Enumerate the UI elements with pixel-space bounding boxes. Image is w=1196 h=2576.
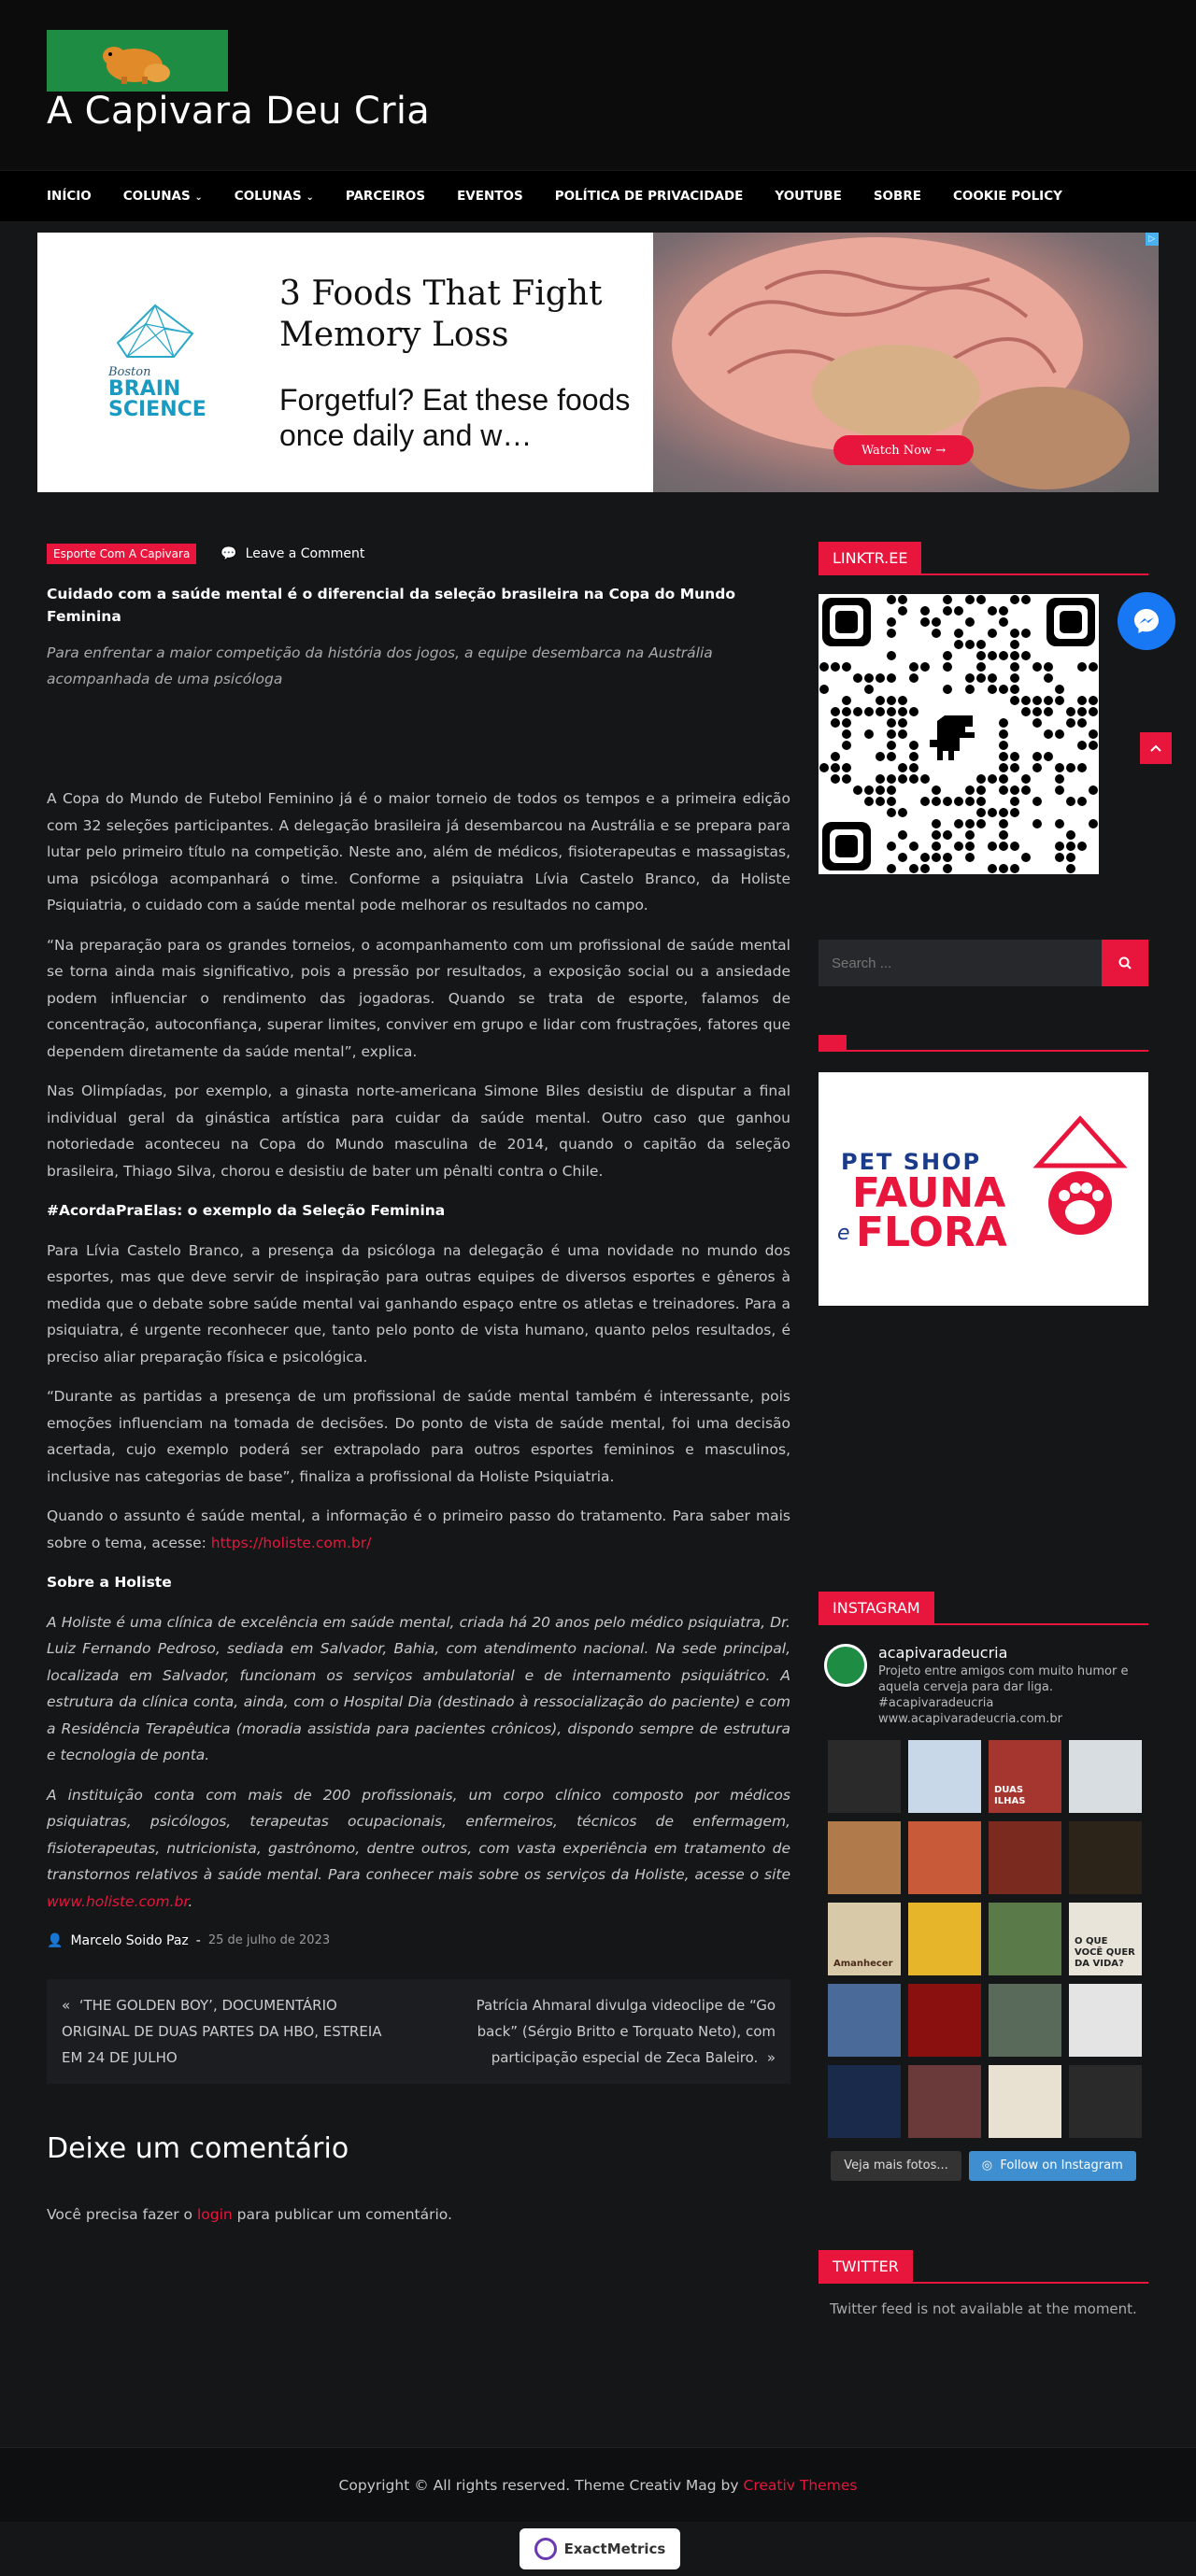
post-title: Cuidado com a saúde mental é o diferencial da seleção brasileira na Copa do Mundo Feminina xyxy=(47,586,735,625)
post-date: 25 de julho de 2023 xyxy=(207,1933,331,1947)
instagram-photo[interactable] xyxy=(908,2065,981,2138)
holiste-site-link[interactable]: www.holiste.com.br xyxy=(47,1892,189,1910)
user-icon: 👤 xyxy=(47,1933,64,1948)
instagram-profile xyxy=(878,1644,1148,1727)
instagram-bio: Projeto entre amigos com muito humor e aquela cerveja para dar liga. #acapivaradeucria www.acapivaradeucria.com.br xyxy=(878,1664,1129,1726)
widget-title-label: INSTAGRAM xyxy=(819,1592,934,1625)
twitter-message: Twitter feed is not available at the moment. xyxy=(830,2300,1137,2317)
meta-separator: - xyxy=(195,1933,201,1948)
site-header xyxy=(0,0,1196,170)
messenger-icon xyxy=(1132,606,1161,636)
paragraph: A Holiste é uma clínica de excelência em saúde mental, criada há 20 anos pelo médico psiquiatra, Dr. Luiz Fernando Pedroso, sediada em Salvador, Bahia, com atendimento nacional. Na sede principal, localizada em Salvador, funcionam os serviços ambulatorial e de internamento psiquiátrico. A estrutura da clínica conta, ainda, com o Hospital Dia (destinado à ressocialização do paciente) e com a Residência Terapêutica (moradia assistida para pacientes crônicos), dispondo sempre de estrutura e tecnologia de ponta. xyxy=(47,1613,790,1763)
paragraph: A Copa do Mundo de Futebol Feminino já é o maior torneio de todos os tempos e a primeira edição com 32 seleções participantes. A delegação brasileira já desembarcou na Austrália e se prepara para lutar pelo primeiro título na competição. Neste ano, além de médicos, fisioterapeutas e massagistas, uma psicóloga acompanhará o time. Conforme a psiquiatra Lívia Castelo Branco, da Holiste Psiquiatria, o cuidado com a saúde mental pode melhorar os resultados no campo. xyxy=(47,790,790,913)
login-post: para publicar um comentário. xyxy=(232,2206,452,2223)
widget-title-label: LINKTR.EE xyxy=(819,542,921,575)
instagram-photo-caption: DUAS ILHAS xyxy=(994,1785,1026,1806)
category-badge[interactable]: Esporte Com A Capivara xyxy=(47,544,196,564)
nav-inicio[interactable]: INÍCIO xyxy=(47,189,92,204)
widget-title-empty xyxy=(819,1035,847,1052)
paragraph: “Na preparação para os grandes torneios, o acompanhamento com um profissional de saúde mental se torna ainda mais significativo, pois a pressão por resultados, a exposição social ou a ansiedade podem influenciar o rendimento das jogadoras. Quando se trata de esporte, falamos de concentração, autoconfiança, superar limites, conviver em grupo e lidar com frustrações, fatores que dependem diretamente da saúde mental”, explica. xyxy=(47,936,790,1060)
instagram-photo[interactable] xyxy=(828,2065,901,2138)
ad-text xyxy=(279,274,644,453)
nav-politica[interactable]: POLÍTICA DE PRIVACIDADE xyxy=(554,189,744,204)
search-icon xyxy=(1118,956,1132,970)
instagram-photo[interactable] xyxy=(908,1984,981,2057)
chevron-right-icon: » xyxy=(766,2048,776,2066)
login-pre: Você precisa fazer o xyxy=(47,2206,197,2223)
comment-link-label: Leave a Comment xyxy=(245,545,365,561)
post-subtitle: Para enfrentar a maior competição da história dos jogos, a equipe desembarca na Austrália acompanhada de uma psicóloga xyxy=(47,644,713,687)
petshop-line1: FAUNA xyxy=(852,1169,1006,1217)
ad-brain-image[interactable] xyxy=(653,233,1159,492)
instagram-more-button[interactable]: Veja mais fotos... xyxy=(831,2151,961,2181)
comment-icon: 💬 xyxy=(221,545,237,561)
instagram-header xyxy=(819,1644,1148,1727)
nav-sobre[interactable]: SOBRE xyxy=(873,189,921,204)
instagram-buttons xyxy=(819,2151,1148,2181)
instagram-photo[interactable] xyxy=(828,1740,901,1813)
instagram-photo[interactable] xyxy=(1069,2065,1142,2138)
ad-watch-button[interactable]: Watch Now → xyxy=(833,435,974,465)
search-form xyxy=(819,940,1148,986)
scroll-top-button[interactable] xyxy=(1140,732,1172,764)
instagram-photo[interactable] xyxy=(989,1821,1061,1894)
petshop-line2: FLORA xyxy=(856,1209,1007,1256)
messenger-button[interactable] xyxy=(1118,592,1175,650)
instagram-photo[interactable] xyxy=(1069,1740,1142,1813)
widget-title-label: TWITTER xyxy=(819,2250,913,2284)
ad-headline[interactable]: 3 Foods That Fight Memory Loss xyxy=(279,275,603,354)
paragraph: Nas Olimpíadas, por exemplo, a ginasta norte-americana Simone Biles desistiu de disputar a final individual geral da ginástica artística para cuidar da saúde mental. Outro caso que ganhou notoriedade aconteceu na Copa do Mundo masculina de 2014, quando o capitão da seleção brasileira, Thiago Silva, chorou e desistiu de bater um pênalti contra o Chile. xyxy=(47,1083,790,1180)
prev-post-label: ‘THE GOLDEN BOY’, DOCUMENTÁRIO ORIGINAL DE DUAS PARTES DA HBO, ESTREIA EM 24 DE JULHO xyxy=(62,1996,382,2066)
comment-link[interactable] xyxy=(221,541,364,568)
petshop-e: e xyxy=(837,1222,850,1245)
instagram-photo[interactable] xyxy=(989,1903,1061,1975)
site-logo[interactable] xyxy=(47,30,228,92)
paragraph-text: Quando o assunto é saúde mental, a informação é o primeiro passo do tratamento. Para saber mais sobre o tema, acesse: xyxy=(47,1507,790,1551)
ad-choices-icon[interactable]: ▷ xyxy=(1146,233,1159,246)
chevron-down-icon: ⌄ xyxy=(194,192,203,203)
copyright-text: Copyright © All rights reserved. Theme Creativ Mag by xyxy=(338,2476,739,2494)
instagram-icon: ◎ xyxy=(981,2158,993,2173)
instagram-photo[interactable] xyxy=(828,1903,901,1975)
paragraph: “Durante as partidas a presença de um profissional de saúde mental também é interessante, pois emoções influenciam na tomada de decisões. Do ponto de vista de saúde mental, foi uma decisão acertada, cujo exemplo poderá ser extrapolado para outros esportes femininos e masculinos, inclusive nas categorias de base”, finaliza a profissional da Holiste Psiquiatria. xyxy=(47,1388,790,1485)
prev-post-link[interactable] xyxy=(62,1992,398,2071)
search-input[interactable] xyxy=(819,940,1102,986)
nav-eventos[interactable]: EVENTOS xyxy=(457,189,523,204)
instagram-grid xyxy=(828,1740,1148,2138)
paragraph-text: A instituição conta com mais de 200 profissionais, um corpo clínico composto por médicos psiquiatras, psicólogos, terapeutas ocupacionais, enfermeiros, técnicos de enfermagem, fisioterapeutas, nutricionista, gastrônomo, dentre outros, com vasta experiência em tratamento de transtornos relativos à saúde mental. Para conhecer mais sobre os serviços da Holiste, acesse o site xyxy=(47,1786,790,1883)
post-meta xyxy=(47,543,790,565)
chevron-down-icon: ⌄ xyxy=(306,192,314,203)
instagram-photo[interactable] xyxy=(908,1903,981,1975)
instagram-photo[interactable] xyxy=(1069,1984,1142,2057)
nav-youtube[interactable]: YOUTUBE xyxy=(775,189,842,204)
instagram-photo[interactable] xyxy=(908,1821,981,1894)
widget-title-instagram xyxy=(819,1592,1148,1625)
widget-title-linktree xyxy=(819,542,1148,575)
avatar[interactable] xyxy=(824,1644,867,1687)
ad-brand-line2: SCIENCE xyxy=(108,398,206,421)
theme-link[interactable]: Creativ Themes xyxy=(743,2476,858,2494)
widget-title-twitter xyxy=(819,2250,1148,2284)
footer xyxy=(0,2447,1196,2522)
ad-brand-logo xyxy=(99,296,211,427)
next-post-label: Patrícia Ahmaral divulga videoclipe de “Go back” (Sérgio Britto e Torquato Neto), com participação especial de Zeca Baleiro. xyxy=(476,1996,776,2066)
ad-banner[interactable] xyxy=(37,233,1159,492)
chevron-left-icon: « xyxy=(62,1996,71,2014)
site-title[interactable]: A Capivara Deu Cria xyxy=(47,90,431,133)
instagram-follow-label: Follow on Instagram xyxy=(1000,2158,1123,2173)
instagram-photo[interactable] xyxy=(908,1740,981,1813)
linktree-qr-code[interactable] xyxy=(819,594,1099,874)
instagram-photo[interactable] xyxy=(989,1740,1061,1813)
post-navigation xyxy=(47,1979,790,2084)
ad-subtext[interactable]: Forgetful? Eat these foods once daily and w… xyxy=(279,383,631,452)
instagram-photo-caption: Amanhecer xyxy=(833,1959,893,1969)
section-heading: Sobre a Holiste xyxy=(47,1574,172,1591)
instagram-follow-button[interactable] xyxy=(969,2151,1136,2181)
author-name[interactable]: Marcelo Soido Paz xyxy=(70,1933,189,1948)
paragraph: Para Lívia Castelo Branco, a presença da psicóloga na delegação é uma novidade no mundo dos esportes, mas que deve servir de inspiração para outras equipes de diversos esportes e gêneros à medida que o debate sobre saúde mental vai ganhando espaço entre os atletas e treinadores. Para a psiquiatra, é urgente reconhecer que, tanto pelo ponto de vista humano, quanto pelos resultados, é preciso aliar preparação física e psicológica. xyxy=(47,1241,790,1366)
comment-login-text xyxy=(47,2201,790,2229)
exactmetrics-logo-icon xyxy=(534,2538,557,2560)
paw-icon xyxy=(1019,1110,1132,1250)
next-post-link[interactable] xyxy=(439,1992,776,2071)
instagram-photo[interactable] xyxy=(989,1984,1061,2057)
instagram-photo[interactable] xyxy=(828,1984,901,2057)
exactmetrics-label: ExactMetrics xyxy=(563,2541,666,2557)
widget-title-partner xyxy=(819,1018,1148,1052)
instagram-username[interactable]: acapivaradeucria xyxy=(878,1644,1008,1662)
author-row xyxy=(47,1928,790,1955)
nav-colunas-2-label: COLUNAS xyxy=(234,189,302,204)
login-link[interactable]: login xyxy=(196,2206,233,2223)
instagram-photo-caption: O QUE VOCÊ QUER DA VIDA? xyxy=(1075,1936,1135,1969)
search-button[interactable] xyxy=(1102,940,1148,986)
spacer xyxy=(47,692,790,786)
comment-heading: Deixe um comentário xyxy=(47,2131,349,2165)
petshop-banner[interactable] xyxy=(819,1072,1148,1306)
instagram-photo[interactable] xyxy=(1069,1821,1142,1894)
sidebar xyxy=(819,542,1148,2317)
holiste-link[interactable]: https://holiste.com.br/ xyxy=(210,1534,372,1551)
instagram-photo[interactable] xyxy=(828,1821,901,1894)
ad-brand-line1: BRAIN xyxy=(108,377,181,401)
nav-colunas-1-label: COLUNAS xyxy=(122,189,191,204)
instagram-photo[interactable] xyxy=(989,2065,1061,2138)
nav-parceiros[interactable]: PARCEIROS xyxy=(345,189,426,204)
instagram-photo[interactable] xyxy=(1069,1903,1142,1975)
nav-colunas-1[interactable] xyxy=(123,189,203,204)
article xyxy=(47,543,790,2229)
chevron-up-icon xyxy=(1150,744,1161,752)
petshop-top-text: PET SHOP xyxy=(841,1149,982,1175)
paragraph xyxy=(47,1782,790,1916)
paragraph-end: . xyxy=(188,1892,193,1910)
exactmetrics-badge[interactable] xyxy=(520,2528,680,2569)
nav-cookie[interactable]: COOKIE POLICY xyxy=(952,189,1062,204)
main-nav xyxy=(0,170,1196,222)
nav-colunas-2[interactable] xyxy=(235,189,314,204)
paragraph xyxy=(47,1503,790,1556)
section-heading: #AcordaPraElas: o exemplo da Seleção Feminina xyxy=(47,1202,446,1219)
ad-brand-small: Boston xyxy=(108,365,151,379)
